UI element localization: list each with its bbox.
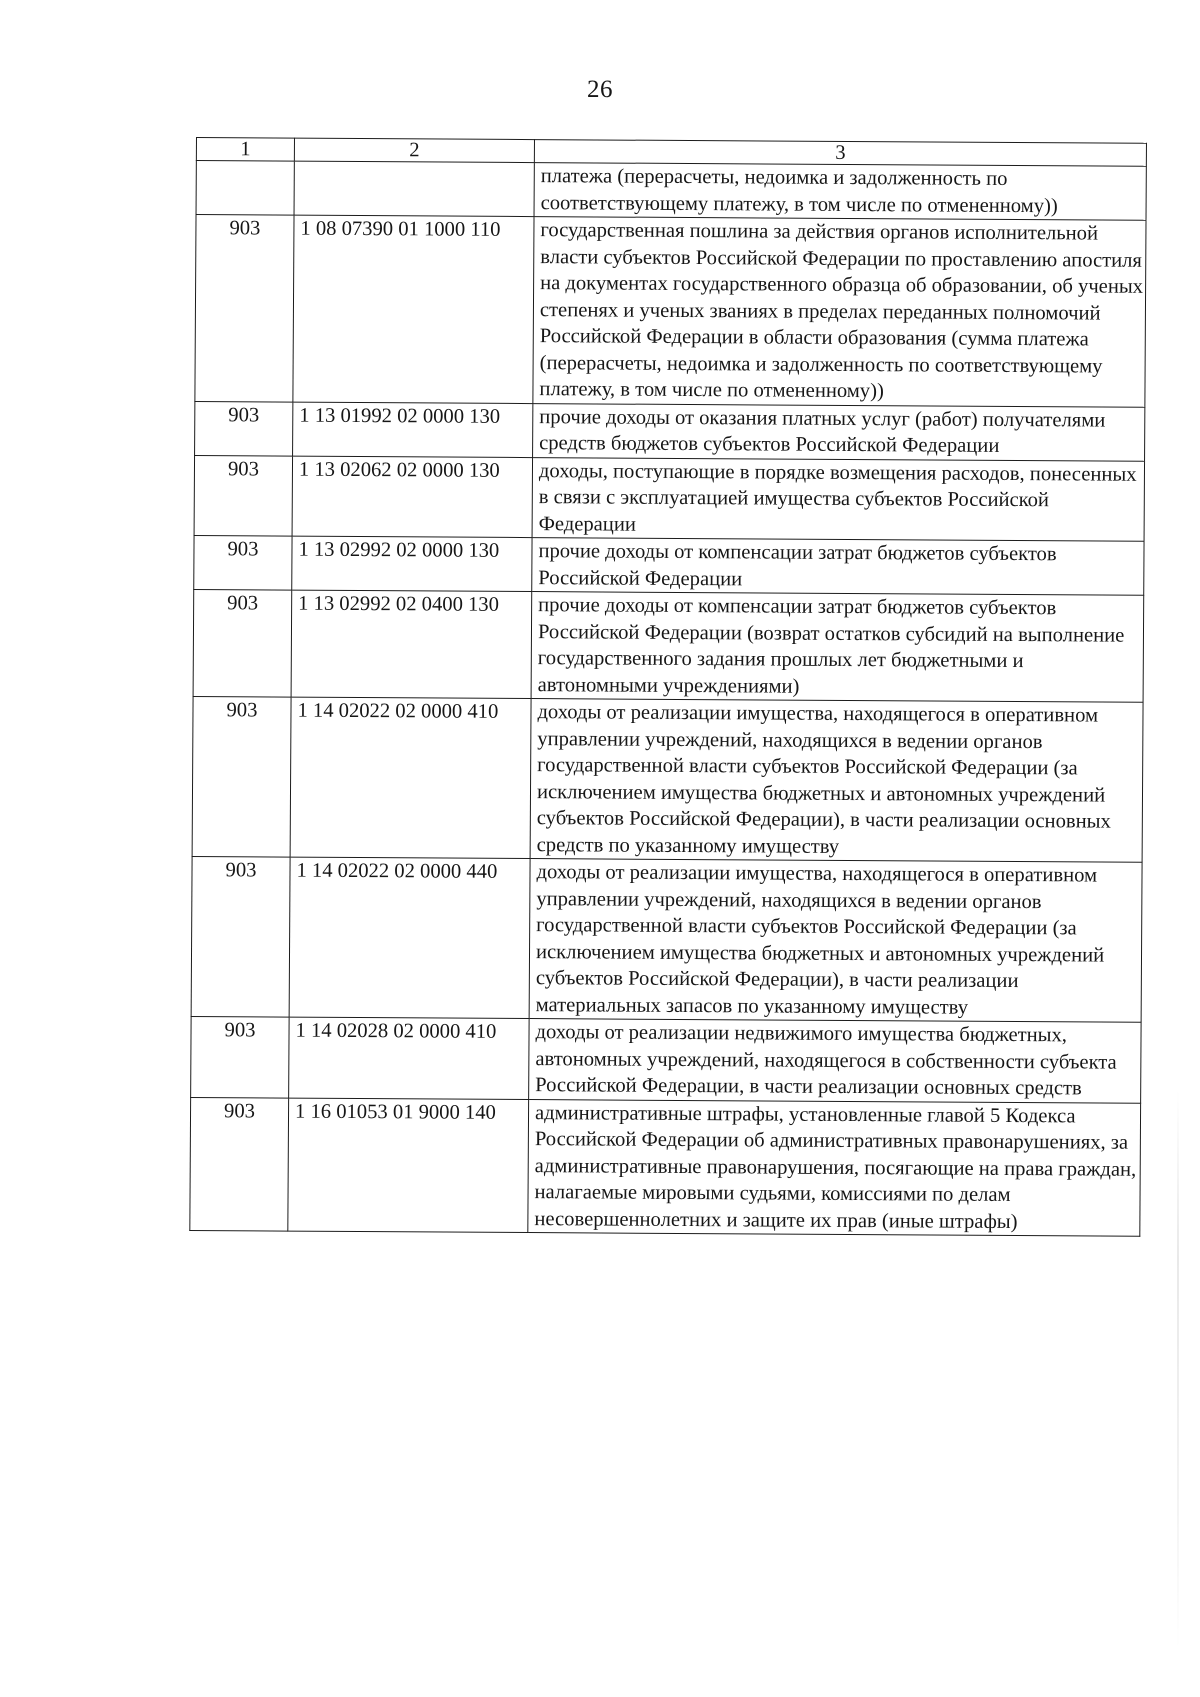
document-sheet — [189, 137, 1147, 1237]
revenue-name-cell: доходы от реализации имущества, находящегося в оперативном управлении учреждений, находящихся в ведении органов государственной власти субъектов Российской Федерации (за исключением имущества бюджетных и автономных учреждений субъектов Российской Федерации), в части реализации материальных запасов по указанному имуществу — [529, 859, 1142, 1023]
admin-code-cell: 903 — [192, 696, 291, 857]
admin-code-cell: 903 — [195, 215, 294, 402]
revenue-code-cell: 1 13 02062 02 0000 130 — [292, 456, 532, 538]
revenue-code-cell: 1 14 02022 02 0000 440 — [289, 857, 530, 1018]
revenue-code-cell: 1 14 02028 02 0000 410 — [289, 1017, 529, 1099]
revenue-code-cell: 1 13 01992 02 0000 130 — [293, 402, 533, 457]
admin-code-cell: 903 — [193, 589, 292, 697]
revenue-code-cell: 1 16 01053 01 9000 140 — [288, 1098, 529, 1233]
table-row — [191, 856, 1142, 1022]
admin-code-cell: 903 — [191, 1016, 289, 1097]
admin-code-cell: 903 — [190, 1097, 289, 1231]
revenue-code-cell: 1 08 07390 01 1000 110 — [293, 215, 534, 403]
scan-edge-shadow — [1177, 1090, 1179, 1650]
revenue-name-cell: доходы от реализации недвижимого имущества бюджетных, автономных учреждений, находящегося в собственности субъекта Российской Федерации, в части реализации основных средств — [529, 1019, 1141, 1103]
revenue-name-cell: прочие доходы от компенсации затрат бюджетов субъектов Российской Федерации (возврат остатков субсидий на выполнение государственного задания прошлых лет бюджетными и автономными учреждениями) — [531, 592, 1144, 703]
admin-code-cell: 903 — [194, 535, 292, 590]
revenue-code-cell — [294, 161, 534, 216]
table-row — [193, 589, 1144, 702]
revenue-name-cell: административные штрафы, установленные главой 5 Кодекса Российской Федерации об административных правонарушениях, за административные правонарушения, посягающие на права граждан, налагаемые мировыми судьями, комиссиями по делам несовершеннолетних и защите их прав (иные штрафы) — [528, 1099, 1141, 1236]
table-row — [190, 1097, 1141, 1236]
admin-code-cell — [196, 161, 294, 216]
revenue-name-cell: доходы от реализации имущества, находящегося в оперативном управлении учреждений, находящихся в ведении органов государственной власти субъектов Российской Федерации (за исключением имущества бюджетных и автономных учреждений субъектов Российской Федерации), в части реализации основных средств по указанному имуществу — [530, 699, 1143, 863]
admin-code-cell: 903 — [195, 401, 293, 456]
revenue-code-cell: 1 14 02022 02 0000 410 — [290, 697, 531, 858]
table-row — [191, 1016, 1141, 1102]
revenue-name-cell: доходы, поступающие в порядке возмещения расходов, понесенных в связи с эксплуатацией имущества субъектов Российской Федерации — [532, 457, 1144, 541]
table-row — [192, 696, 1143, 862]
revenue-code-cell: 1 13 02992 02 0400 130 — [291, 590, 532, 698]
table-row — [195, 215, 1146, 407]
column-header-3: 3 — [534, 140, 1146, 167]
table-row — [194, 455, 1144, 541]
column-header-1: 1 — [196, 138, 294, 162]
revenue-name-cell: прочие доходы от компенсации затрат бюджетов субъектов Российской Федерации — [532, 538, 1144, 596]
table-row — [194, 535, 1144, 595]
table-row — [196, 161, 1146, 221]
revenue-name-cell: государственная пошлина за действия органов исполнительной власти субъектов Российской Федерации по проставлению апостиля на документах государственного образца об образовании, об ученых степенях и ученых званиях в пределах переданных полномочий Российской Федерации в области образования (сумма платежа (перерасчеты, недоимка и задолженность по соответствующему платежу, в том числе по отмененному)) — [533, 217, 1146, 407]
revenue-name-cell: платежа (перерасчеты, недоимка и задолженность по соответствующему платежу, в том числе по отмененному)) — [534, 163, 1146, 221]
table-row — [195, 401, 1145, 461]
page-number: 26 — [587, 76, 613, 103]
column-header-2: 2 — [294, 138, 534, 162]
revenue-code-cell: 1 13 02992 02 0000 130 — [292, 536, 532, 591]
admin-code-cell: 903 — [191, 856, 290, 1017]
revenue-codes-table — [189, 137, 1147, 1237]
admin-code-cell: 903 — [194, 455, 292, 536]
revenue-name-cell: прочие доходы от оказания платных услуг (работ) получателями средств бюджетов субъектов Российской Федерации — [533, 403, 1145, 461]
